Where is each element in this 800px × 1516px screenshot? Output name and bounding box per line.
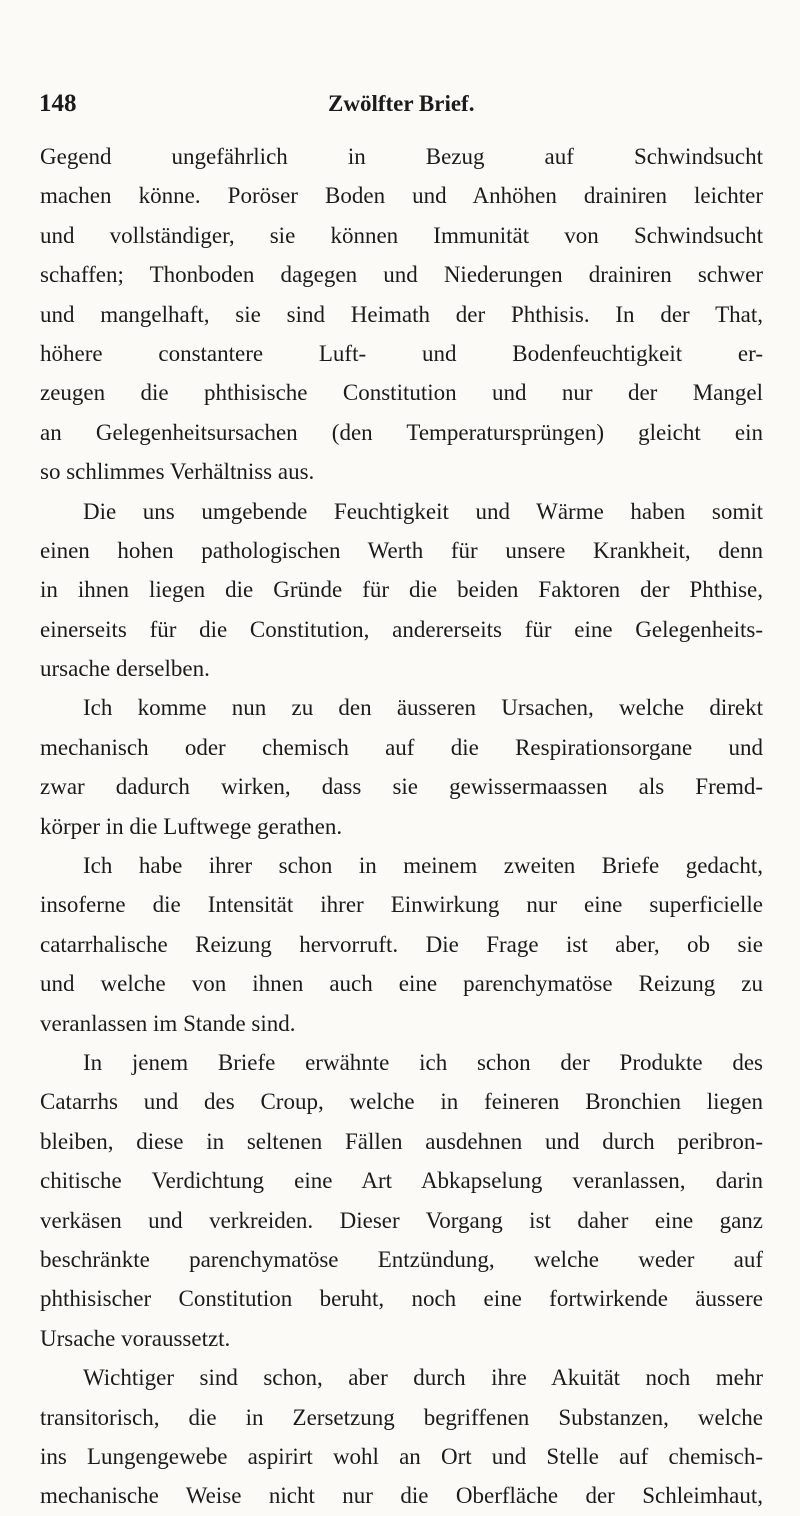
text-line: Die uns umgebende Feuchtigkeit und Wärme haben somit — [83, 498, 763, 524]
text-line: transitorisch, die in Zersetzung begriffenen Substanzen, welche — [40, 1404, 763, 1430]
text-line: Ich habe ihrer schon in meinem zweiten Briefe gedacht, — [83, 853, 763, 879]
text-line: und vollständiger, sie können Immunität von Schwindsucht — [40, 222, 763, 248]
text-line: mechanische Weise nicht nur die Oberfläche der Schleimhaut, — [40, 1483, 763, 1509]
text-line: körper in die Luftwege gerathen. — [40, 813, 343, 839]
text-line: und welche von ihnen auch eine parenchymatöse Reizung zu — [40, 971, 763, 997]
text-line: Gegend ungefährlich in Bezug auf Schwindsucht — [40, 144, 763, 169]
text-line: Ursache voraussetzt. — [40, 1325, 231, 1351]
text-line: chitische Verdichtung eine Art Abkapselung veranlassen, darin — [40, 1168, 763, 1194]
text-line: zeugen die phthisische Constitution und nur der Mangel — [40, 380, 763, 406]
text-line: an Gelegenheitsursachen (den Temperatursprüngen) gleicht ein — [40, 419, 763, 445]
text-line: Catarrhs und des Croup, welche in feineren Bronchien liegen — [40, 1089, 763, 1115]
text-line: Ich komme nun zu den äusseren Ursachen, welche direkt — [83, 695, 763, 721]
text-line: insoferne die Intensität ihrer Einwirkung nur eine superficielle — [40, 892, 763, 918]
body-text — [40, 137, 763, 1516]
text-line: höhere constantere Luft- und Bodenfeuchtigkeit er- — [40, 340, 763, 366]
text-line: machen könne. Poröser Boden und Anhöhen drainiren leichter — [40, 183, 763, 209]
text-line: verkäsen und verkreiden. Dieser Vorgang ist daher eine ganz — [40, 1207, 763, 1233]
text-line: und mangelhaft, sie sind Heimath der Phthisis. In der That, — [40, 301, 763, 327]
text-line: In jenem Briefe erwähnte ich schon der Produkte des — [83, 1049, 763, 1075]
page-number: 148 — [39, 90, 77, 117]
text-line: schaffen; Thonboden dagegen und Niederungen drainiren schwer — [40, 262, 763, 288]
text-line: einen hohen pathologischen Werth für unsere Krankheit, denn — [40, 537, 763, 563]
text-line: in ihnen liegen die Gründe für die beiden Faktoren der Phthise, — [40, 577, 763, 603]
running-title: Zwölfter Brief. — [328, 91, 475, 116]
text-line: Wichtiger sind schon, aber durch ihre Akuität noch mehr — [83, 1365, 763, 1391]
text-line: ins Lungengewebe aspirirt wohl an Ort und Stelle auf chemisch- — [40, 1443, 763, 1469]
text-line: zwar dadurch wirken, dass sie gewissermaassen als Fremd- — [40, 774, 763, 800]
text-line: phthisischer Constitution beruht, noch eine fortwirkende äussere — [40, 1286, 763, 1312]
text-line: mechanisch oder chemisch auf die Respirationsorgane und — [40, 734, 763, 760]
text-line: so schlimmes Verhältniss aus. — [40, 459, 315, 485]
page-header — [0, 86, 800, 122]
text-line: catarrhalische Reizung hervorruft. Die Frage ist aber, ob sie — [40, 931, 763, 957]
text-line: bleiben, diese in seltenen Fällen ausdehnen und durch peribron- — [40, 1128, 763, 1154]
text-line: veranlassen im Stande sind. — [40, 1010, 296, 1036]
text-line: ursache derselben. — [40, 656, 210, 682]
text-line: beschränkte parenchymatöse Entzündung, welche weder auf — [40, 1246, 763, 1272]
text-line: einerseits für die Constitution, andererseits für eine Gelegenheits- — [40, 616, 763, 642]
